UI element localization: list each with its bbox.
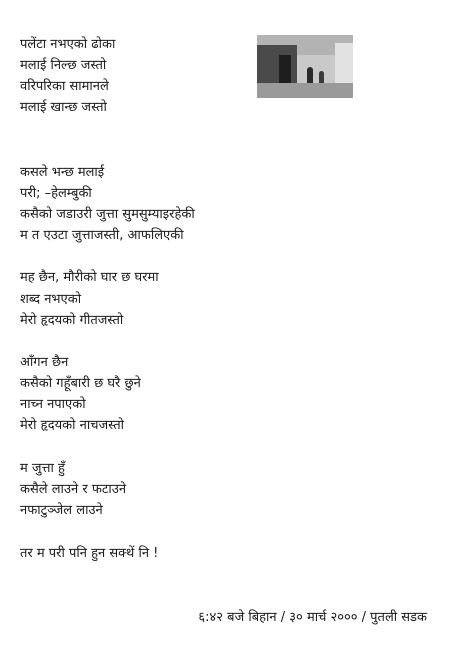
poem-line: मलाई निल्छ जस्तो [20,58,107,73]
poem-line: मेरो हृदयको गीतजस्तो [20,313,124,328]
poem-line: कसले भन्छ मलाई [20,165,105,180]
poem-line: शब्द नभएको [20,292,82,307]
photo-ground [257,83,353,98]
poem-line: वरिपरिका सामानले [20,79,109,94]
photo-wall-right [335,43,353,83]
poem-line: म त एउटा जुत्ताजस्ती, आफलिएकी [20,228,184,243]
poem-line: मेरो हृदयको नाचजस्तो [20,418,124,433]
poem-line: तर म परी पनि हुन सक्थें नि ! [20,546,159,561]
poem-line: कसैले लाउने र फटाउने [20,482,127,497]
poem-line: मलाई खान्छ जस्तो [20,100,107,115]
poem-line: म जुत्ता हुँ [20,461,65,476]
poem-line: आँगन छैन [20,355,69,370]
photo-person [307,67,313,83]
poem-line: कसैको गहूँबारी छ घरै छुने [20,376,141,391]
house-photo [257,35,353,98]
poem-line: नाच्न नपाएको [20,397,86,412]
poem-line: कसैको जडाउरी जुत्ता सुमसुम्याइरहेकी [20,207,195,222]
photo-person [319,71,324,83]
poem-line: पलेंटा नभएको ढोका [20,37,116,52]
photo-house-door [279,55,291,85]
poem-line: मह छैन, मौरीको घार छ घरमा [20,270,159,285]
poem-line: परी; –हेलम्बुकी [20,186,92,201]
date-location-footer: ६:४२ बजे बिहान / ३० मार्च २००० / पुतली सडक [198,610,427,625]
poem-line: नफाटुञ्जेल लाउने [20,503,103,518]
